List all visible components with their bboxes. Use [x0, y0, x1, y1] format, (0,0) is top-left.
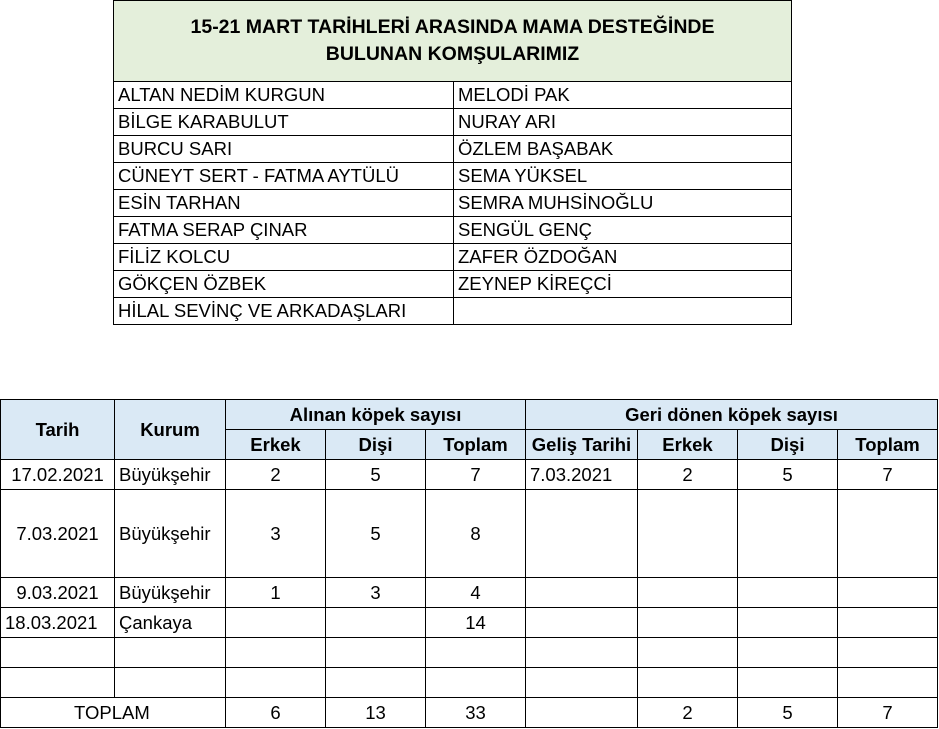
cell-taken-male: 2 [226, 460, 326, 490]
neighbors-row [114, 190, 792, 217]
total-taken-male: 6 [226, 698, 326, 728]
neighbors-row [114, 271, 792, 298]
cell-arrival-date [526, 490, 638, 578]
neighbor-name-left: CÜNEYT SERT - FATMA AYTÜLÜ [114, 163, 454, 190]
header-returned-group: Geri dönen köpek sayısı [526, 400, 938, 430]
cell-date: 7.03.2021 [1, 490, 115, 578]
neighbor-name-right: SENGÜL GENÇ [454, 217, 792, 244]
cell-institution: Büyükşehir [115, 490, 226, 578]
cell-institution: Büyükşehir [115, 578, 226, 608]
total-arrival-date [526, 698, 638, 728]
cell-taken-total: 7 [426, 460, 526, 490]
cell-taken-female: 5 [326, 490, 426, 578]
header-returned-total: Toplam [838, 430, 938, 460]
neighbors-row [114, 163, 792, 190]
neighbors-row [114, 82, 792, 109]
cell-returned-female [738, 578, 838, 608]
cell-date [1, 668, 115, 698]
dogs-data-row [1, 608, 938, 638]
cell-taken-male: 1 [226, 578, 326, 608]
total-returned-male: 2 [638, 698, 738, 728]
cell-returned-male [638, 668, 738, 698]
neighbors-row [114, 298, 792, 325]
neighbor-name-right [454, 298, 792, 325]
cell-taken-female: 3 [326, 578, 426, 608]
neighbors-row [114, 217, 792, 244]
cell-taken-male: 3 [226, 490, 326, 578]
cell-institution: Büyükşehir [115, 460, 226, 490]
cell-taken-total: 8 [426, 490, 526, 578]
cell-arrival-date: 7.03.2021 [526, 460, 638, 490]
neighbor-name-left: BURCU SARI [114, 136, 454, 163]
cell-arrival-date [526, 668, 638, 698]
header-taken-female: Dişi [326, 430, 426, 460]
cell-date: 9.03.2021 [1, 578, 115, 608]
cell-returned-male [638, 490, 738, 578]
neighbor-name-right: ZAFER ÖZDOĞAN [454, 244, 792, 271]
cell-returned-male: 2 [638, 460, 738, 490]
dogs-totals-row [1, 698, 938, 728]
dogs-data-row [1, 578, 938, 608]
dogs-header-row-1 [1, 400, 938, 430]
neighbor-name-right: SEMRA MUHSİNOĞLU [454, 190, 792, 217]
neighbor-name-left: HİLAL SEVİNÇ VE ARKADAŞLARI [114, 298, 454, 325]
neighbor-name-left: FATMA SERAP ÇINAR [114, 217, 454, 244]
header-taken-group: Alınan köpek sayısı [226, 400, 526, 430]
header-returned-male: Erkek [638, 430, 738, 460]
cell-taken-total [426, 668, 526, 698]
cell-taken-total: 14 [426, 608, 526, 638]
cell-taken-female: 5 [326, 460, 426, 490]
neighbor-name-right: NURAY ARI [454, 109, 792, 136]
cell-arrival-date [526, 608, 638, 638]
dogs-data-row [1, 460, 938, 490]
cell-returned-total [838, 608, 938, 638]
total-returned-total: 7 [838, 698, 938, 728]
header-arrival-date: Geliş Tarihi [526, 430, 638, 460]
cell-taken-male [226, 668, 326, 698]
total-taken-female: 13 [326, 698, 426, 728]
cell-returned-total: 7 [838, 460, 938, 490]
total-taken-total: 33 [426, 698, 526, 728]
cell-institution: Çankaya [115, 608, 226, 638]
cell-taken-female [326, 638, 426, 668]
neighbor-name-right: SEMA YÜKSEL [454, 163, 792, 190]
totals-label: TOPLAM [1, 698, 226, 728]
neighbors-row [114, 244, 792, 271]
cell-arrival-date [526, 578, 638, 608]
dogs-data-row [1, 668, 938, 698]
neighbors-table [113, 0, 792, 325]
neighbors-title [114, 1, 792, 82]
cell-taken-female [326, 668, 426, 698]
dogs-data-row [1, 638, 938, 668]
cell-returned-female [738, 668, 838, 698]
neighbor-name-left: ALTAN NEDİM KURGUN [114, 82, 454, 109]
neighbors-title-line1: 15-21 MART TARİHLERİ ARASINDA MAMA DESTEĞİNDE [190, 16, 715, 38]
cell-date: 18.03.2021 [1, 608, 115, 638]
cell-returned-female: 5 [738, 460, 838, 490]
cell-date: 17.02.2021 [1, 460, 115, 490]
neighbor-name-left: GÖKÇEN ÖZBEK [114, 271, 454, 298]
neighbor-name-left: BİLGE KARABULUT [114, 109, 454, 136]
neighbor-name-left: ESİN TARHAN [114, 190, 454, 217]
header-date: Tarih [1, 400, 115, 460]
cell-returned-male [638, 608, 738, 638]
header-institution: Kurum [115, 400, 226, 460]
header-taken-male: Erkek [226, 430, 326, 460]
neighbors-title-row [114, 1, 792, 82]
dogs-table [0, 399, 938, 728]
cell-returned-total [838, 490, 938, 578]
header-returned-female: Dişi [738, 430, 838, 460]
cell-returned-total [838, 668, 938, 698]
cell-taken-female [326, 608, 426, 638]
neighbors-row [114, 109, 792, 136]
header-taken-total: Toplam [426, 430, 526, 460]
dogs-data-row [1, 490, 938, 578]
neighbors-title-line2: BULUNAN KOMŞULARIMIZ [325, 43, 580, 65]
neighbor-name-right: ÖZLEM BAŞABAK [454, 136, 792, 163]
cell-taken-male [226, 638, 326, 668]
cell-returned-total [838, 578, 938, 608]
cell-taken-male [226, 608, 326, 638]
cell-arrival-date [526, 638, 638, 668]
cell-returned-female [738, 638, 838, 668]
total-returned-female: 5 [738, 698, 838, 728]
neighbors-row [114, 136, 792, 163]
cell-date [1, 638, 115, 668]
cell-returned-female [738, 608, 838, 638]
neighbor-name-right: ZEYNEP KİREÇCİ [454, 271, 792, 298]
cell-returned-male [638, 638, 738, 668]
cell-institution [115, 668, 226, 698]
cell-taken-total [426, 638, 526, 668]
cell-returned-female [738, 490, 838, 578]
cell-taken-total: 4 [426, 578, 526, 608]
cell-returned-total [838, 638, 938, 668]
cell-returned-male [638, 578, 738, 608]
neighbor-name-right: MELODİ PAK [454, 82, 792, 109]
cell-institution [115, 638, 226, 668]
neighbor-name-left: FİLİZ KOLCU [114, 244, 454, 271]
